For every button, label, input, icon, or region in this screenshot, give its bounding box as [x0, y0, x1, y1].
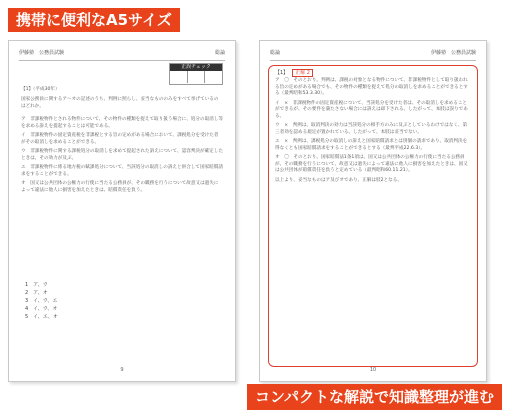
check-box-cells	[170, 71, 222, 83]
question-page	[8, 40, 236, 382]
header-series: 伊藤塾 公務員試験	[430, 50, 476, 56]
header-chapter: 総論	[270, 50, 281, 56]
header-rule	[19, 60, 225, 61]
answer-heading	[275, 69, 313, 76]
explanation-item: ウ × 判例は、取消判決の効力は当該処分の相手方のみに及ぶとしているわけではなく、第三者効を認める規定が置かれている。したがって、本肢は妥当でない。	[275, 123, 468, 135]
choice-item: 5 イ、エ、オ	[25, 314, 58, 320]
page-header	[19, 49, 225, 59]
explanation-highlight-box	[268, 65, 478, 367]
check-box-title: 正誤チェック	[170, 64, 222, 71]
answer-page	[259, 40, 487, 382]
question-intro: 国家公務員に関するア〜オの記述のうち、判例に照らし、妥当なもののみをすべて挙げているのはどれか。	[21, 97, 219, 109]
question-item: オ 国又は公共団体の公権力の行使に当たる公務員が、その職務を行うについて故意又は過失によって違法に他人に損害を加えたときは、賠償責任を負う。	[21, 181, 219, 193]
question-item: ウ 非課税物件に関する課税処分の取消しを求めて提起された訴えについて、認容判決が確定したときは、その効力が及ぶ。	[21, 149, 223, 161]
explanation-item: エ × 判例は、課税処分の取消しの訴えと国家賠償請求とは別個の請求であり、取消判決を得なくとも国家賠償請求をすることができるとする（最判平成22.6.3）。	[275, 139, 468, 151]
question-items	[21, 117, 223, 197]
answer-check-box	[169, 63, 223, 85]
header-series: 伊藤塾 公務員試験	[19, 50, 65, 56]
correct-answer-tag: 正解 2	[292, 69, 313, 77]
explanation-conclusion: 以上より、妥当なものはア及びオであり、正解は肢2となる。	[275, 177, 402, 183]
choice-item: 3 イ、ウ、エ	[25, 298, 58, 304]
feature-banner-compact-explanations: コンパクトな解説で知識整理が進む	[247, 384, 502, 410]
question-item: エ 非課税物件に係る地方税の賦課処分について、当該処分の取消しの訴えと併合して国家賠償請求をすることができる。	[21, 165, 223, 177]
answer-label: 【1】	[275, 70, 289, 76]
choice-item: 2 ア、オ	[25, 290, 48, 296]
explanation-text	[275, 78, 471, 187]
page-number: 9	[120, 367, 124, 373]
explanation-item: ア 〇 そのとおり。判例は、課税の対象となる物件について、非課税物件として取り扱われる旨の定めがある場合でも、その物件の種類を捉えて処分の取消しを求めることができるとする（最判昭和53.3.30）。	[275, 78, 468, 96]
choice-item: 1 ア、ウ	[25, 282, 48, 288]
explanation-item: イ × 非課税物件の固定資産税について、当該処分を受けた者は、その取消しを求めることができるが、その要件を満たさない場合には訴えは却下される。したがって、本肢は誤りである。	[275, 100, 468, 119]
question-title: 【1】（平成30年）	[21, 87, 60, 92]
header-chapter: 総論	[214, 50, 225, 56]
page-header	[270, 49, 476, 59]
question-item: ア 非課税物件とされる物件について、その物件の種類を捉えて取り扱う場合に、処分の取消し等を求める訴えを提起することは可能である。	[21, 117, 223, 129]
page-number: 10	[369, 367, 377, 373]
choice-item: 4 イ、ウ、オ	[25, 306, 58, 312]
feature-banner-a5-size: 携帯に便利なA5サイズ	[8, 8, 180, 32]
explanation-item: オ 〇 そのとおり。国家賠償法1条1項は、国又は公共団体の公権力の行使に当たる公務員が、その職務を行うについて、故意又は過失によって違法に他人に損害を加えたときは、国又は公共団体が賠償責任を負うと定めている（最判昭和60.11.21）。	[275, 155, 468, 173]
question-item: イ 非課税物件の固定資産税を非課税とする旨の定めがある場合において、課税処分を受けた者がその取消しを求めることができる。	[21, 133, 219, 145]
answer-choices	[25, 281, 58, 321]
header-rule	[270, 60, 476, 61]
